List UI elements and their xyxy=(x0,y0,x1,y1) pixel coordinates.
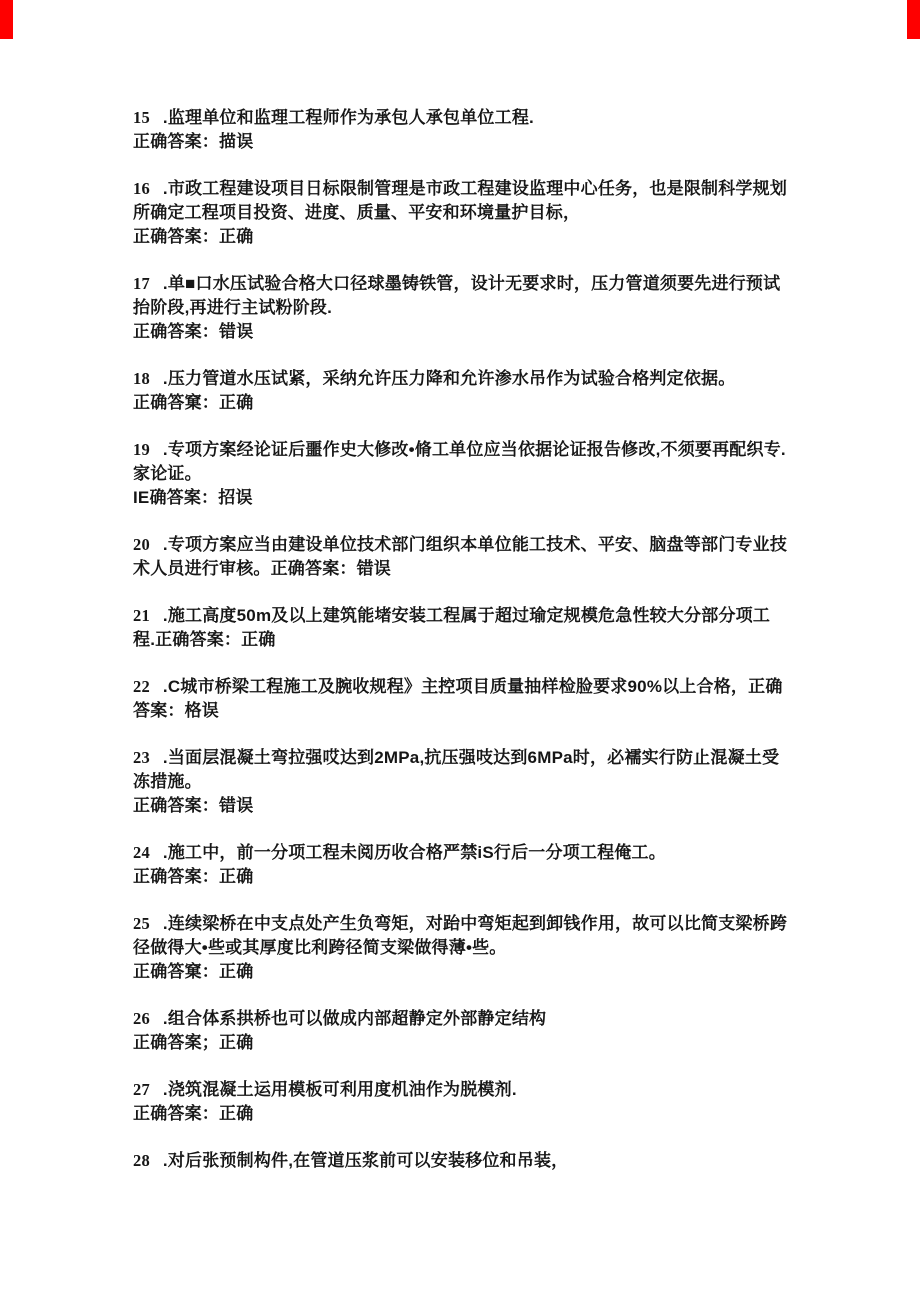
answer-line: 正确答案：错误 xyxy=(133,322,254,341)
question-block xyxy=(133,1149,791,1173)
question-number: 16 xyxy=(133,179,150,198)
question-block xyxy=(133,367,791,415)
question-number: 26 xyxy=(133,1009,150,1028)
question-number: 22 xyxy=(133,677,150,696)
answer-line: IE确答案：招误 xyxy=(133,488,253,507)
question-text-line xyxy=(133,367,791,391)
question-text-line xyxy=(133,675,791,723)
question-number: 23 xyxy=(133,748,150,767)
question-text: .连续梁桥在中支点处产生负弯矩，对跆中弯矩起到卸钱作用，故可以比简支梁桥跨径做得大•些或其厚度比利跨径简支梁做得薄•些。 xyxy=(133,914,788,957)
question-text: .C城市桥梁工程施工及腕收规程》主控项目质量抽样检脸要求90%以上合格，正确答案：格误 xyxy=(133,677,783,720)
question-text-line xyxy=(133,272,791,320)
answer-line: 正确答案：正确 xyxy=(133,867,254,886)
question-text: .施工中，前一分项工程未阅历收合格严禁iS行后一分项工程俺工。 xyxy=(162,843,666,862)
question-list xyxy=(133,106,791,1196)
question-text-line xyxy=(133,533,791,581)
question-text-line xyxy=(133,1007,791,1031)
question-text: .对后张预制构件,在管道压浆前可以安装移位和吊装， xyxy=(162,1151,569,1170)
answer-line: 正确答案：描误 xyxy=(133,132,254,151)
question-text: .浇筑混凝土运用模板可利用度机油作为脱模剂. xyxy=(162,1080,517,1099)
question-text: .压力管道水压试紧，采纳允许压力降和允许渗水吊作为试验合格判定依据。 xyxy=(162,369,736,388)
question-number: 17 xyxy=(133,274,150,293)
page-corner-mark-right xyxy=(907,0,920,39)
question-block xyxy=(133,272,791,344)
question-text: .专项方案经论证后噩作史大修改•脩工单位应当依据论证报告修改,不须要再配织专.家论证。 xyxy=(133,440,786,483)
question-text-line xyxy=(133,106,791,130)
question-text: .单■口水压试验合格大口径球墨铸铁管，设计无要求时，压力管道须要先进行预试抬阶段,再进行主试粉阶段. xyxy=(133,274,781,317)
question-block xyxy=(133,912,791,984)
question-text: .施工高度50m及以上建筑能堵安装工程属于超过瑜定规模危急性较大分部分项工程.正确答案：正确 xyxy=(133,606,771,649)
answer-line: 正确答窠：正确 xyxy=(133,962,254,981)
question-number: 15 xyxy=(133,108,150,127)
question-text-line xyxy=(133,177,791,225)
answer-line: 正确答案：正确 xyxy=(133,1104,254,1123)
answer-line: 正确答窠：正确 xyxy=(133,393,254,412)
question-block xyxy=(133,604,791,652)
question-text: .当面层混凝土弯拉强哎达到2MPa,抗压强吱达到6MPa时，必襦实行防止混凝土受冻措施。 xyxy=(133,748,780,791)
question-block xyxy=(133,177,791,249)
question-text-line xyxy=(133,746,791,794)
question-text: .市政工程建设项目日标限制管理是市政工程建设监理中心任务，也是限制科学规划所确定工程项目投资、进度、质量、平安和环境量护目标， xyxy=(133,179,788,222)
question-text-line xyxy=(133,1149,791,1173)
question-text-line xyxy=(133,604,791,652)
question-text-line xyxy=(133,1078,791,1102)
question-text: .组合体系拱桥也可以做成内部超静定外部静定结构 xyxy=(162,1009,547,1028)
question-text-line xyxy=(133,438,791,486)
question-block xyxy=(133,746,791,818)
question-number: 28 xyxy=(133,1151,150,1170)
question-block xyxy=(133,533,791,581)
question-block xyxy=(133,675,791,723)
question-block xyxy=(133,106,791,154)
question-text-line xyxy=(133,912,791,960)
question-number: 20 xyxy=(133,535,150,554)
question-number: 25 xyxy=(133,914,150,933)
answer-line: 正确答案；正确 xyxy=(133,1033,254,1052)
question-number: 19 xyxy=(133,440,150,459)
question-number: 18 xyxy=(133,369,150,388)
question-number: 21 xyxy=(133,606,150,625)
question-number: 27 xyxy=(133,1080,150,1099)
answer-line: 正确答案：正确 xyxy=(133,227,254,246)
question-number: 24 xyxy=(133,843,150,862)
question-block xyxy=(133,438,791,510)
answer-line: 正确答案：错误 xyxy=(133,796,254,815)
question-text: .监理单位和监理工程师作为承包人承包单位工程. xyxy=(162,108,534,127)
question-text-line xyxy=(133,841,791,865)
page-corner-mark-left xyxy=(0,0,13,39)
question-text: .专项方案应当由建设单位技术部门组织本单位能工技术、平安、脑盘等部门专业技术人员进行审核。正确答案：错误 xyxy=(133,535,788,578)
question-block xyxy=(133,1078,791,1126)
question-block xyxy=(133,1007,791,1055)
question-block xyxy=(133,841,791,889)
